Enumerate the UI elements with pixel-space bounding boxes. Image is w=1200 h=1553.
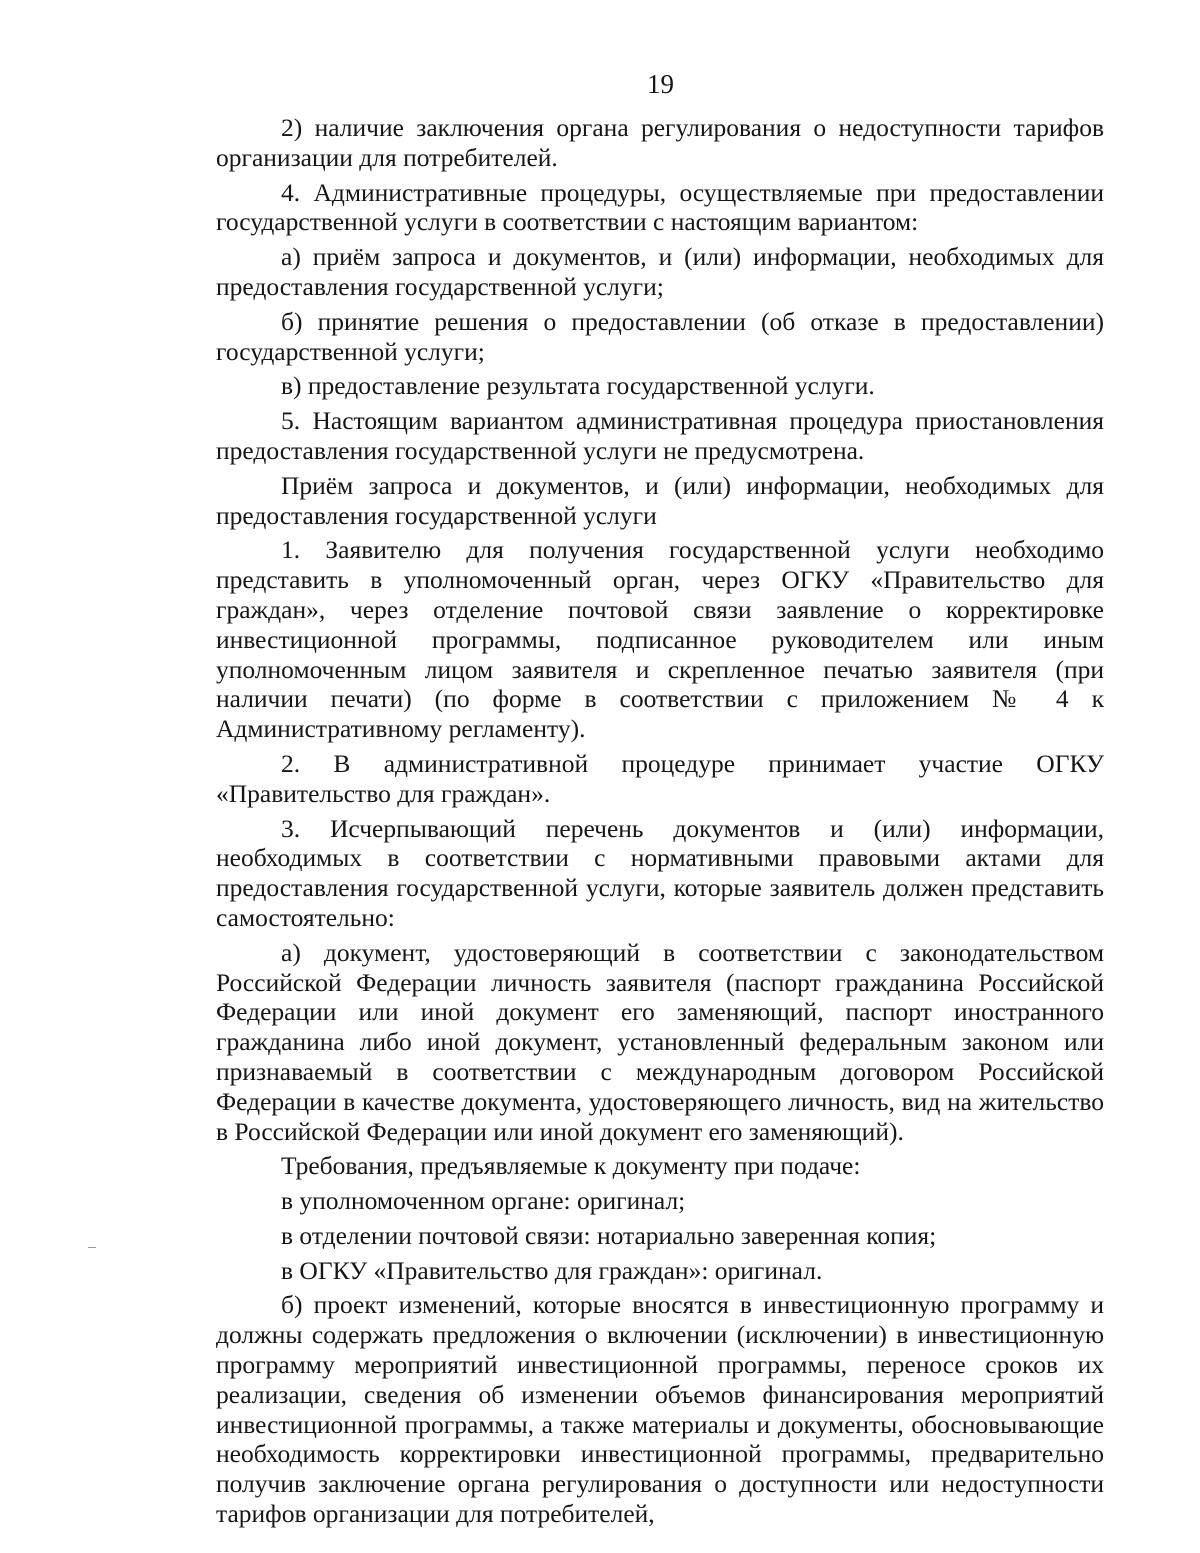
page-number: 19 <box>647 69 674 99</box>
paragraph-item-a: а) приём запроса и документов, и (или) информации, необходимых для предоставления государственной услуги; <box>216 242 1104 301</box>
paragraph-point-1: 1. Заявителю для получения государственной услуги необходимо представить в уполномоченный орган, через ОГКУ «Правительство для граждан», через отделение почтовой связи заявление о корректировке инвестиционной программы, подписанное руководителем или иным уполномоченным лицом заявителя и скрепленное печатью заявителя (при наличии печати) (по форме в соответствии с приложением № 4 к Административному регламенту). <box>216 535 1104 744</box>
document-body <box>216 113 1104 1529</box>
paragraph-document-b: б) проект изменений, которые вносятся в инвестиционную программу и должны содержать предложения о включении (исключении) в инвестиционную программу мероприятий инвестиционной программы, переносе сроков их реализации, сведения об изменении объемов финансирования мероприятий инвестиционной программы, а также материалы и документы, обосновывающие необходимость корректировки инвестиционной программы, предварительно получив заключение органа регулирования о доступности или недоступности тарифов организации для потребителей, <box>216 1290 1104 1529</box>
paragraph-item-2-conclusion: 2) наличие заключения органа регулирования о недоступности тарифов организации для потребителей. <box>216 113 1104 172</box>
paragraph-requirement-authority: в уполномоченном органе: оригинал; <box>281 1186 686 1216</box>
paragraph-section-5: 5. Настоящим вариантом административная процедура приостановления предоставления государственной услуги не предусмотрена. <box>216 406 1104 465</box>
scan-margin-mark <box>88 1247 96 1248</box>
paragraph-requirement-ogku: в ОГКУ «Правительство для граждан»: оригинал. <box>281 1255 823 1285</box>
paragraph-point-2: 2. В административной процедуре принимает участие ОГКУ «Правительство для граждан». <box>216 748 1104 808</box>
paragraph-subheading: Приём запроса и документов, и (или) информации, необходимых для предоставления государственной услуги <box>216 470 1104 530</box>
paragraph-point-3: 3. Исчерпывающий перечень документов и (или) информации, необходимых в соответствии с нормативными правовыми актами для предоставления государственной услуги, которые заявитель должен представить самостоятельно: <box>216 813 1104 932</box>
paragraph-document-a: а) документ, удостоверяющий в соответствии с законодательством Российской Федерации личность заявителя (паспорт гражданина Российской Федерации или иной документ его заменяющий, паспорт иностранного гражданина либо иной документ, установленный федеральным законом или признаваемый в соответствии с международным договором Российской Федерации в качестве документа, удостоверяющего личность, вид на жительство в Российской Федерации или иной документ его заменяющий). <box>216 937 1104 1146</box>
paragraph-item-b: б) принятие решения о предоставлении (об отказе в предоставлении) государственной услуги; <box>216 306 1104 366</box>
paragraph-item-v: в) предоставление результата государственной услуги. <box>281 371 875 401</box>
paragraph-requirement-post: в отделении почтовой связи: нотариально заверенная копия; <box>281 1220 937 1250</box>
paragraph-section-4: 4. Административные процедуры, осуществляемые при предоставлении государственной услуги в соответствии с настоящим вариантом: <box>216 177 1104 237</box>
paragraph-requirements: Требования, предъявляемые к документу при подаче: <box>281 1151 861 1181</box>
